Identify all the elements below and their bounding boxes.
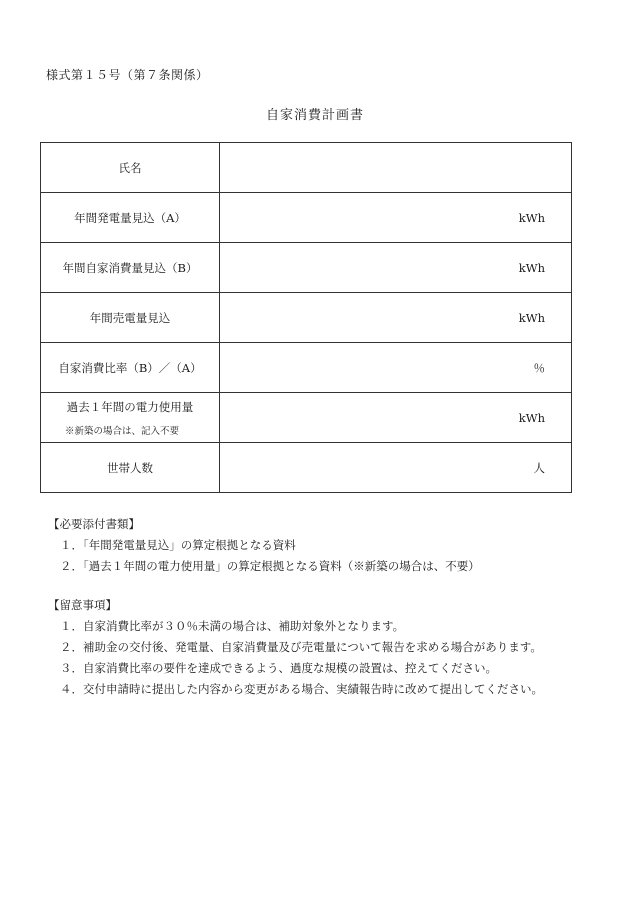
table-row-past-usage [41, 393, 572, 443]
row-label-household-size: 世帯人数 [41, 443, 220, 493]
self-consumption-ratio-field[interactable] [220, 343, 572, 393]
past-usage-field[interactable] [220, 393, 572, 443]
table-row-self-consumption-ratio [41, 343, 572, 393]
unit-kwh: kWh [518, 410, 545, 425]
notes-section [46, 595, 543, 700]
name-field[interactable] [220, 143, 572, 193]
row-label-annual-sale: 年間売電量見込 [41, 293, 220, 343]
attachments-heading: 【必要添付書類】 [48, 517, 140, 531]
required-attachments-section [46, 514, 480, 577]
table-row-annual-generation [41, 193, 572, 243]
annual-sale-field[interactable] [220, 293, 572, 343]
table-row-annual-sale [41, 293, 572, 343]
note-item: ２．補助金の交付後、発電量、自家消費量及び売電量について報告を求める場合があります。 [60, 640, 542, 654]
unit-percent: ％ [533, 360, 545, 375]
self-consumption-plan-table [40, 142, 572, 493]
unit-kwh: kWh [518, 260, 545, 275]
row-label-annual-self-consumption: 年間自家消費量見込（B） [41, 243, 220, 293]
table-row-annual-self-consumption [41, 243, 572, 293]
row-label-name: 氏名 [41, 143, 220, 193]
table-row-household-size [41, 443, 572, 493]
annual-self-consumption-field[interactable] [220, 243, 572, 293]
table-row-name [41, 143, 572, 193]
note-item: ３．自家消費比率の要件を達成できるよう、過度な規模の設置は、控えてください。 [60, 661, 497, 675]
row-sublabel-past-usage: ※新築の場合は、記入不要 [65, 425, 180, 437]
row-label-past-usage: 過去１年間の電力使用量 ※新築の場合は、記入不要 [41, 393, 220, 443]
form-number: 様式第１５号（第７条関係） [46, 68, 209, 82]
row-label-self-consumption-ratio: 自家消費比率（B）／（A） [41, 343, 220, 393]
attachment-item: ２．「過去１年間の電力使用量」の算定根拠となる資料（※新築の場合は、不要） [60, 559, 480, 573]
note-item: ４．交付申請時に提出した内容から変更がある場合、実績報告時に改めて提出してください。 [60, 682, 543, 696]
unit-persons: 人 [533, 460, 545, 475]
attachment-item: １．「年間発電量見込」の算定根拠となる資料 [60, 538, 296, 552]
unit-kwh: kWh [518, 310, 545, 325]
unit-kwh: kWh [518, 210, 545, 225]
row-label-annual-generation: 年間発電量見込（A） [41, 193, 220, 243]
household-size-field[interactable] [220, 443, 572, 493]
annual-generation-field[interactable] [220, 193, 572, 243]
document-title: 自家消費計画書 [265, 108, 364, 123]
notes-heading: 【留意事項】 [48, 598, 117, 612]
note-item: １．自家消費比率が３０％未満の場合は、補助対象外となります。 [60, 619, 405, 633]
